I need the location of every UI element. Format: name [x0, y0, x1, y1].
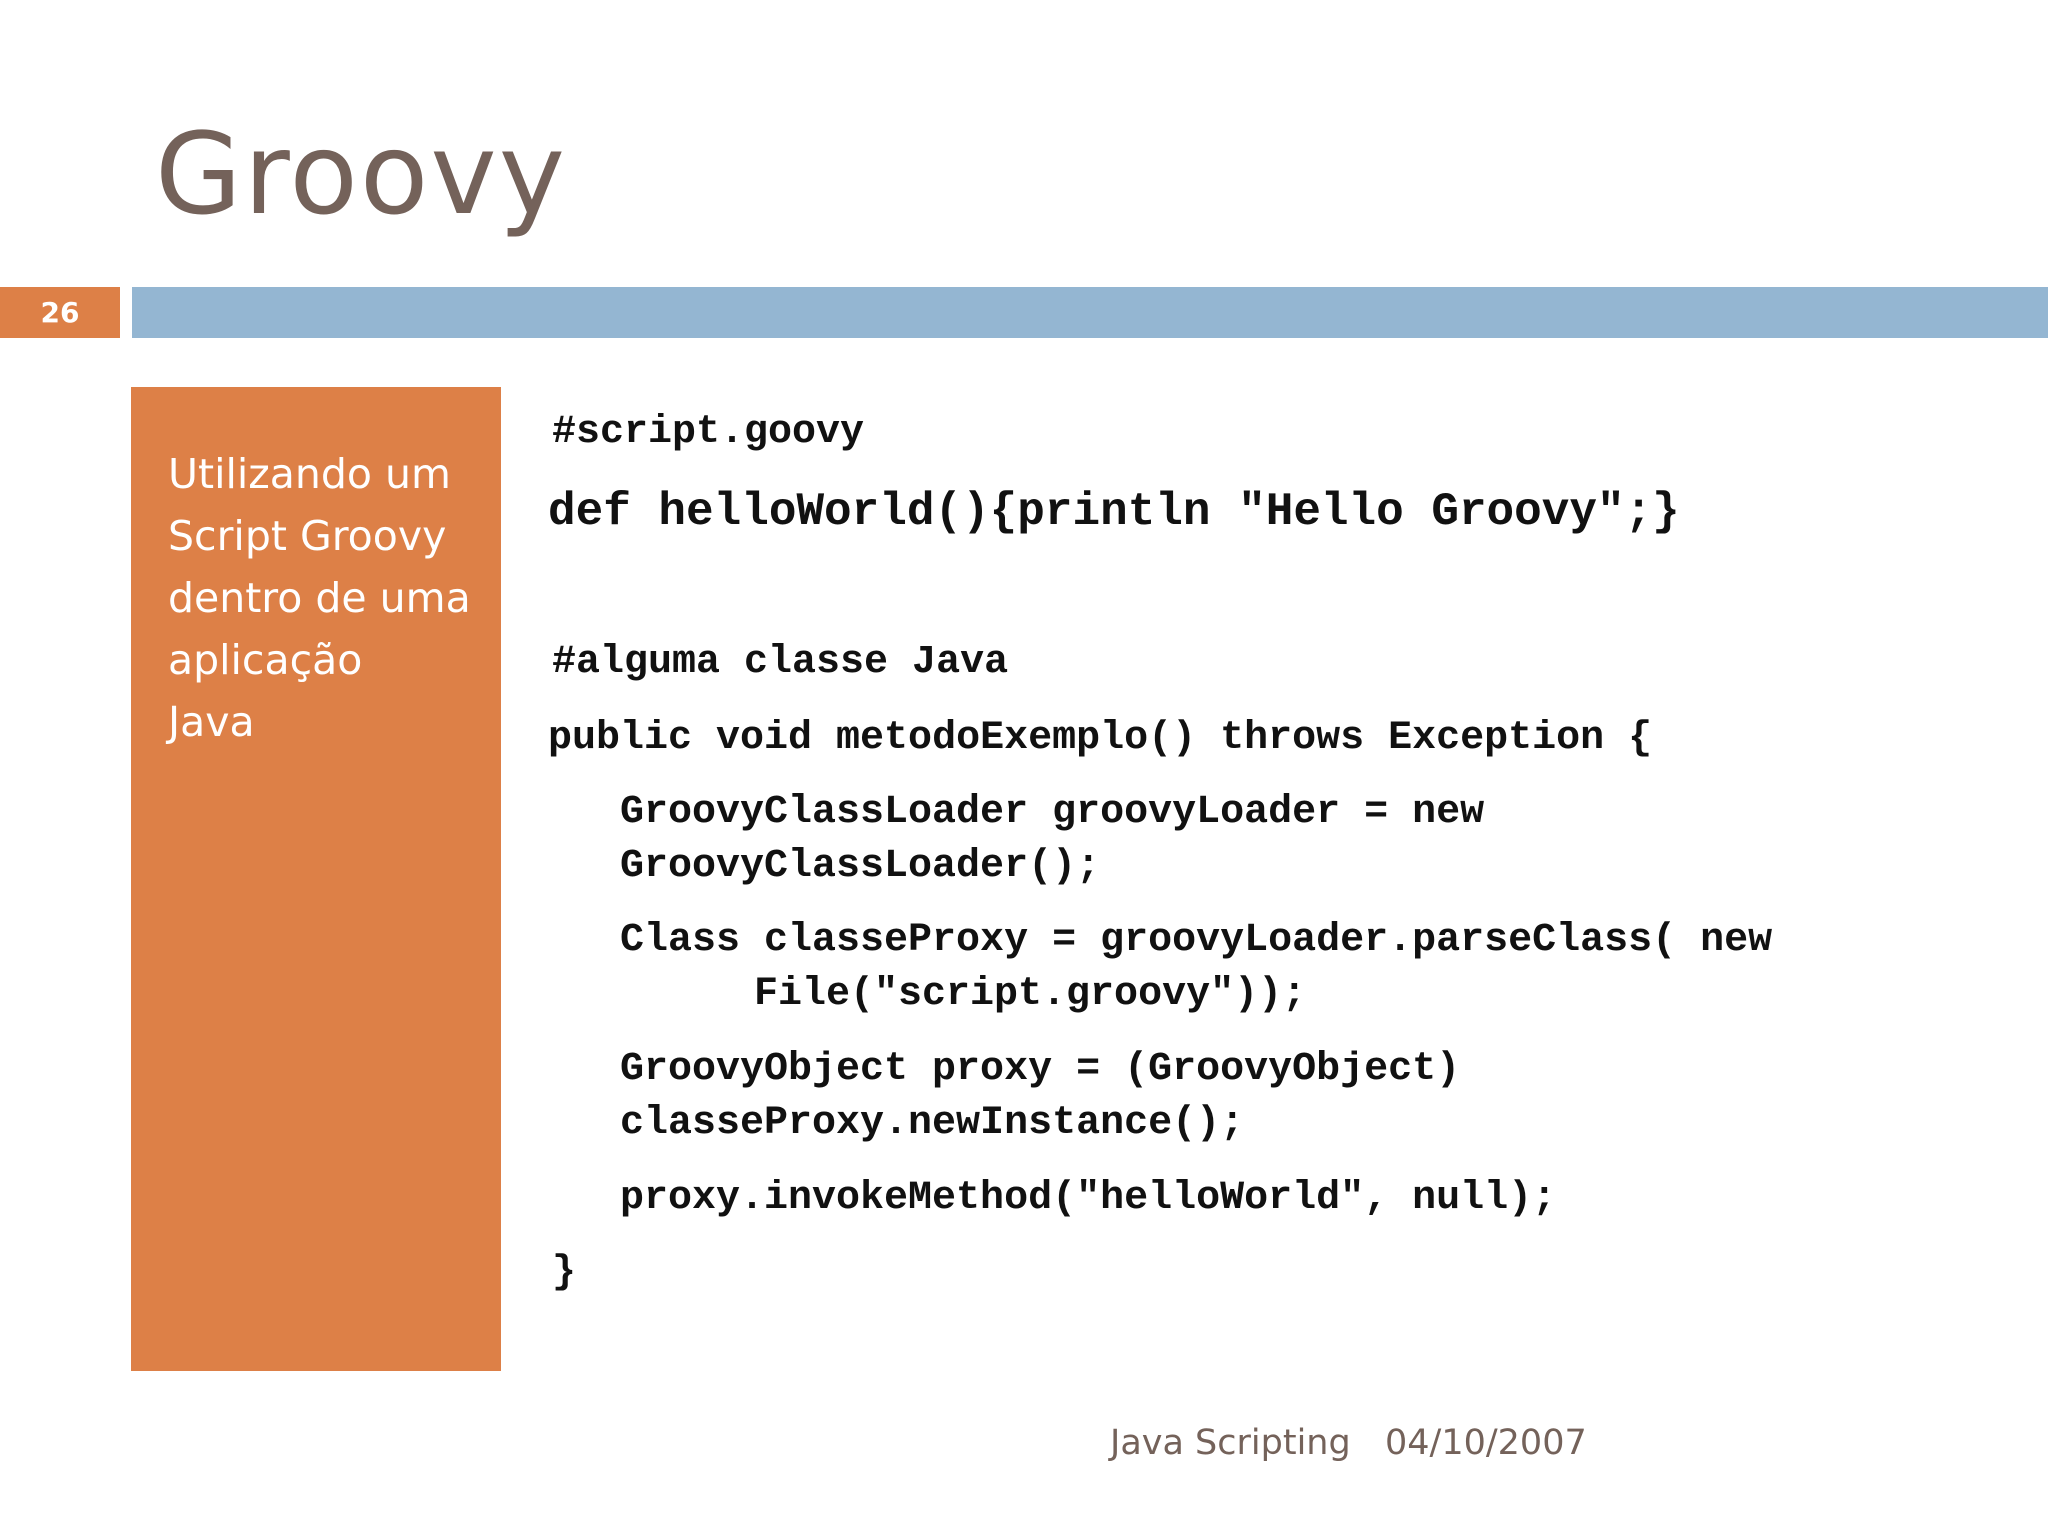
code-line-class-cont: File("script.groovy")); [754, 972, 1307, 1017]
sidebar-line: dentro de uma [168, 574, 471, 622]
slide-number-box [0, 287, 120, 338]
slide-number: 26 [40, 296, 80, 329]
code-line-invoke: proxy.invokeMethod("helloWorld", null); [620, 1176, 1557, 1221]
code-line-loader-cont: GroovyClassLoader(); [620, 844, 1101, 889]
footer-title: Java Scripting [1110, 1423, 1351, 1463]
code-line-def: def helloWorld(){println "Hello Groovy";} [548, 486, 1680, 538]
sidebar-line: aplicação [168, 636, 363, 684]
code-line-loader: GroovyClassLoader groovyLoader = new [620, 790, 1485, 835]
sidebar-box [131, 387, 501, 1371]
footer-date: 04/10/2007 [1385, 1423, 1587, 1463]
sidebar-line: Java [168, 698, 255, 746]
code-comment-script: #script.goovy [552, 410, 865, 455]
code-comment-java: #alguma classe Java [552, 640, 1009, 685]
code-line-proxy-cont: classeProxy.newInstance(); [620, 1101, 1245, 1146]
title-bar [132, 287, 2048, 338]
sidebar-line: Script Groovy [168, 512, 447, 560]
code-line-proxy: GroovyObject proxy = (GroovyObject) [620, 1047, 1461, 1092]
slide-title: Groovy [155, 110, 567, 240]
code-line-method: public void metodoExemplo() throws Exception { [548, 716, 1653, 761]
code-closing-brace: } [552, 1250, 577, 1295]
sidebar-line: Utilizando um [168, 450, 451, 498]
code-line-class: Class classeProxy = groovyLoader.parseClass( new [620, 918, 1773, 963]
